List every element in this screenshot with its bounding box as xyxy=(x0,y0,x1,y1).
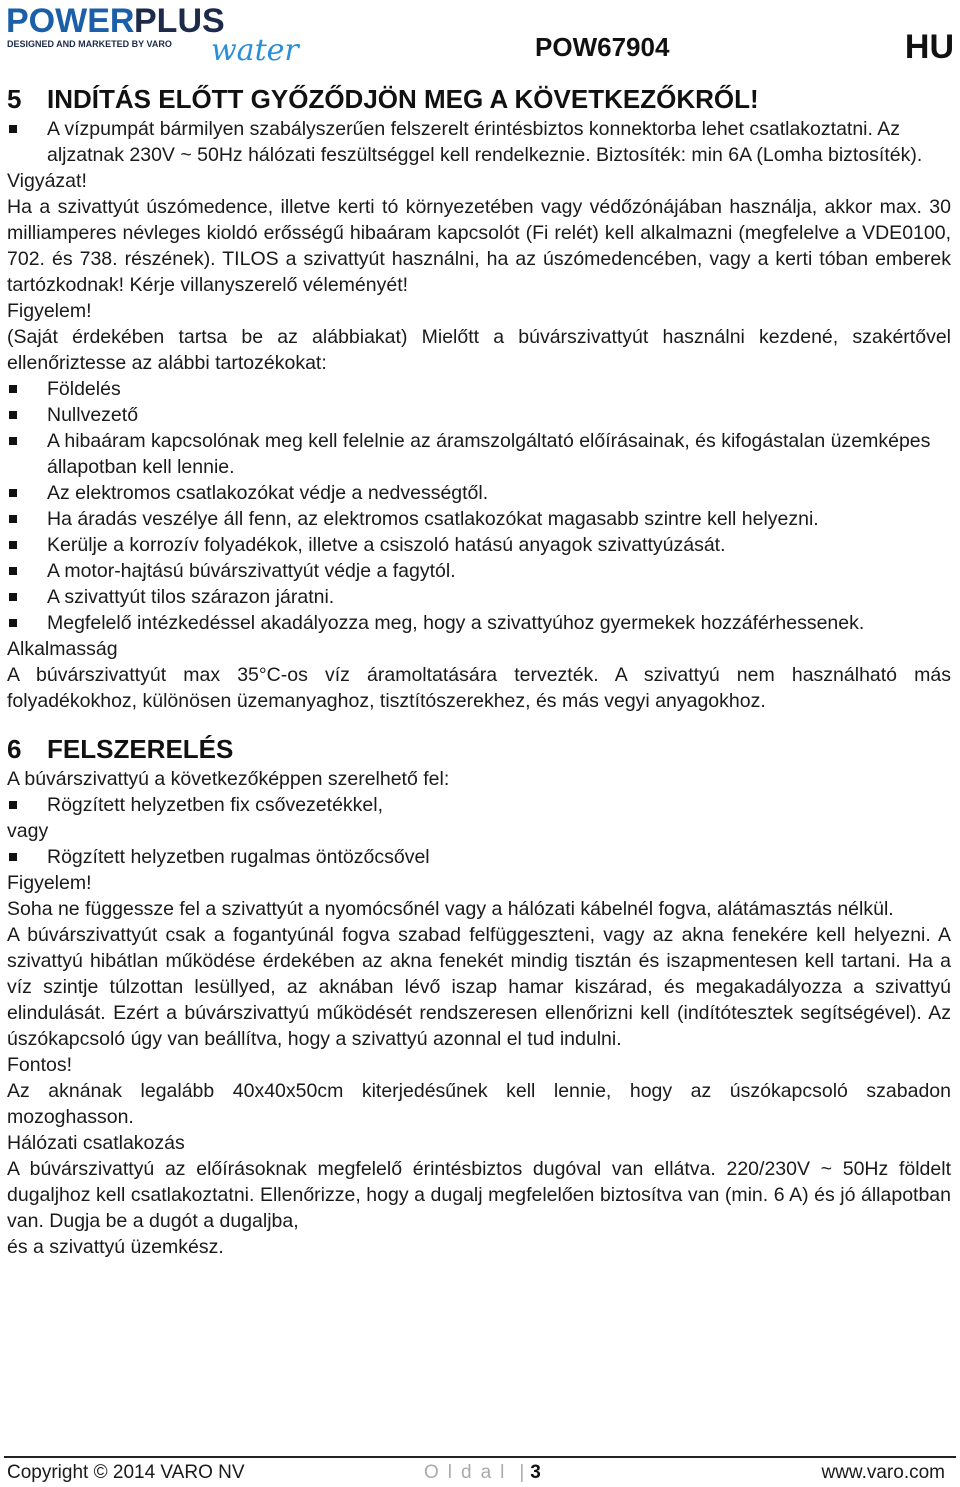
mains-label: Hálózati csatlakozás xyxy=(7,1132,185,1154)
list-item: Rögzített helyzetben fix csővezetékkel, xyxy=(7,792,951,818)
mains-last-line: és a szivattyú üzemkész. xyxy=(7,1236,224,1258)
list-item: A hibaáram kapcsolónak meg kell felelnie az áramszolgáltató előírásainak, és kifogástalan üzemképes állapotban kell lennie. xyxy=(7,428,951,480)
page-indicator xyxy=(424,1462,541,1484)
list-item: Rögzített helyzetben rugalmas öntözőcsővel xyxy=(7,844,951,870)
page-footer xyxy=(7,1460,947,1486)
list-item: A motor-hajtású búvárszivattyút védje a fagytól. xyxy=(7,558,951,584)
svg-text:DESIGNED AND MARKETED BY VARO: DESIGNED AND MARKETED BY VARO xyxy=(7,39,172,49)
section-5-heading: 5 INDÍTÁS ELŐTT GYŐZŐDJÖN MEG A KÖVETKEZŐKRŐL! xyxy=(7,84,759,114)
suitability-text: A búvárszivattyút max 35°C-os víz áramoltatására tervezték. A szivattyú nem használható más folyadékokhoz, különösen üzemanyaghoz, tisztítószerekhez, és más vegyi anyagokhoz. xyxy=(7,664,951,712)
install-option-2 xyxy=(7,844,951,870)
power-requirements-list xyxy=(7,116,951,168)
list-item: Megfelelő intézkedéssel akadályozza meg, hogy a szivattyúhoz gyermekek hozzáférhessenek. xyxy=(7,610,951,636)
hanging-text: A búvárszivattyút csak a fogantyúnál fogva szabad felfüggeszteni, vagy az akna fenekére kell helyezni. A szivattyú hibátlan működése érdekében az akna fenekét mindig tisztán és iszapmentesen kell tartani. Ha a víz szintje túlzottan lesüllyed, az aknában lévő iszap hamar kiszárad, és megakadályozza a szivattyú elindulását. Ezért a búvárszivattyú működését rendszeresen ellenőrizni kell (indítótesztek segítségével). Az úszókapcsoló úgy van beállítva, hogy a szivattyú azonnal el tud indulni. xyxy=(7,924,951,1050)
list-item: A vízpumpát bármilyen szabályszerűen felszerelt érintésbiztos konnektorba lehet csatlakoztatni. Az aljzatnak 230V ~ 50Hz hálózati feszültséggel kell rendelkeznie. Biztosíték: min 6A (Lomha biztosíték). xyxy=(7,116,951,168)
list-item: Nullvezető xyxy=(7,402,951,428)
page-content xyxy=(7,82,951,1260)
installation-intro: A búvárszivattyú a következőképpen szerelhető fel: xyxy=(7,768,450,790)
list-item: Földelés xyxy=(7,376,951,402)
list-item: Kerülje a korrozív folyadékok, illetve a csiszoló hatású anyagok szivattyúzását. xyxy=(7,532,951,558)
page-header xyxy=(0,0,960,70)
page-separator: | xyxy=(519,1462,525,1483)
footer-divider xyxy=(4,1456,956,1458)
page-word: Oldal xyxy=(424,1462,514,1483)
section-6-heading: 6 FELSZERELÉS xyxy=(7,734,234,764)
important-label: Fontos! xyxy=(7,1054,73,1076)
language-code: HU xyxy=(904,28,954,66)
attention-text: Soha ne függessze fel a szivattyút a nyomócsőnél vagy a hálózati kábelnél fogva, alátámasztás nélkül. xyxy=(7,898,894,920)
or-text: vagy xyxy=(7,820,49,842)
copyright: Copyright © 2014 VARO NV xyxy=(7,1462,245,1483)
powerplus-water-logo xyxy=(6,2,346,64)
install-option-1 xyxy=(7,792,951,818)
attention-text: (Saját érdekében tartsa be az alábbiakat) Mielőtt a búvárszivattyút használni kezdené, szakértővel ellenőriztesse az alábbi tartozékokat: xyxy=(7,326,951,374)
checklist xyxy=(7,376,951,636)
warning-text: Ha a szivattyút úszómedence, illetve kerti tó környezetében vagy védőzónájában használja, akkor max. 30 milliamperes névleges kioldó erősségű hibaáram kapcsolót (Fi relét) kell alkalmazni (megfelelve a VDE0100, 702. és 738. részének). TILOS a szivattyút használni, ha az úszómedencében, vagy a kerti tóban emberek tartózkodnak! Kérje villanyszerelő véleményét! xyxy=(7,196,951,296)
svg-text:PLUS: PLUS xyxy=(134,2,225,40)
mains-text: A búvárszivattyú az előírásoknak megfelelő érintésbiztos dugóval van ellátva. 220/230V ~ 50Hz földelt dugaljhoz kell csatlakoztatni. Ellenőrizze, hogy a dugalj megfelelően biztosítva van (min. 6 A) és jó állapotban van. Dugja be a dugót a dugaljba, xyxy=(7,1158,951,1232)
list-item: A szivattyút tilos szárazon járatni. xyxy=(7,584,951,610)
model-number: POW67904 xyxy=(535,32,670,62)
suitability-label: Alkalmasság xyxy=(7,638,118,660)
warning-label: Vigyázat! xyxy=(7,170,87,192)
important-text: Az aknának legalább 40x40x50cm kiterjedésűnek kell lennie, hogy az úszókapcsoló szabadon mozoghasson. xyxy=(7,1080,951,1128)
svg-text:POWER: POWER xyxy=(6,2,135,40)
svg-text:water: water xyxy=(211,33,299,64)
page-number: 3 xyxy=(530,1462,541,1483)
list-item: Az elektromos csatlakozókat védje a nedvességtől. xyxy=(7,480,951,506)
list-item: Ha áradás veszélye áll fenn, az elektromos csatlakozókat magasabb szintre kell helyezni. xyxy=(7,506,951,532)
attention-label: Figyelem! xyxy=(7,872,92,894)
website-link[interactable]: www.varo.com xyxy=(821,1462,945,1483)
attention-label: Figyelem! xyxy=(7,300,92,322)
